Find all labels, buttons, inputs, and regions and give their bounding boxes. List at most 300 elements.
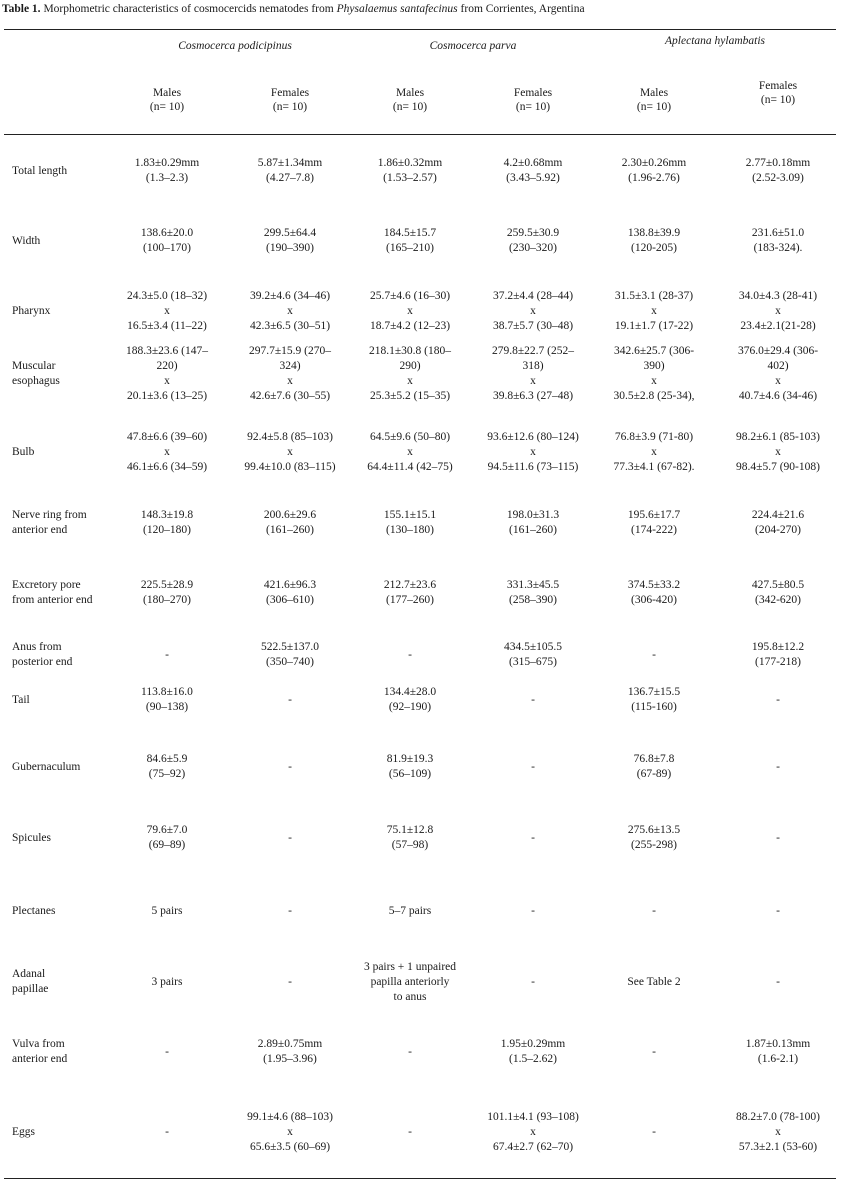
sex-header	[122, 86, 212, 114]
cell-line: (n= 10)	[392, 101, 428, 113]
table-cell	[240, 344, 340, 404]
cell-line: 138.8±39.9	[627, 227, 681, 239]
cell-line: -	[288, 760, 292, 773]
table-cell	[355, 508, 465, 538]
cell-line: -	[652, 648, 656, 661]
cell-line: x	[775, 304, 781, 317]
cell-line: papilla anteriorly	[370, 975, 450, 988]
row-label	[12, 359, 112, 389]
table-cell	[122, 975, 212, 990]
cell-line: Females	[270, 87, 310, 99]
cell-line: 99.1±4.6 (88–103)	[247, 1110, 333, 1123]
table-cell	[478, 156, 588, 186]
table-cell	[122, 823, 212, 853]
cell-line: 184.5±15.7	[383, 227, 437, 239]
table-cell	[478, 975, 588, 990]
table-cell	[240, 578, 340, 608]
cell-line: 77.3±4.1 (67-82).	[613, 460, 695, 473]
cell-line: (n= 10)	[636, 101, 672, 113]
table-cell	[355, 685, 465, 715]
table-cell	[478, 289, 588, 334]
cell-line: Males	[395, 87, 425, 99]
table-cell	[355, 344, 465, 404]
cell-line: Adanal	[12, 968, 46, 980]
cell-line: (255-298)	[631, 839, 677, 851]
cell-line: (161–260)	[509, 524, 557, 536]
cell-line: (n= 10)	[760, 94, 796, 106]
cell-line: 30.5±2.8 (25-34),	[613, 390, 695, 402]
cell-line: (92–190)	[388, 701, 432, 713]
cell-line: (174-222)	[631, 524, 677, 536]
cell-line: 138.6±20.0	[140, 227, 194, 239]
cell-line: to anus	[393, 990, 427, 1003]
cell-line: 188.3±23.6 (147–	[125, 345, 209, 357]
table-cell	[355, 156, 465, 186]
cell-line: (1.96-2.76)	[628, 172, 680, 184]
cell-line: x	[164, 304, 170, 317]
row-label	[12, 1037, 112, 1067]
table-cell	[478, 1110, 588, 1155]
row-label	[12, 445, 112, 460]
cell-line: x	[775, 375, 781, 387]
table-cell	[122, 752, 212, 782]
table-caption-host: Physalaemus santafecinus	[336, 3, 458, 15]
table-cell	[355, 648, 465, 663]
cell-line: 76.8±3.9 (71-80)	[614, 430, 694, 443]
cell-line: Plectanes	[12, 904, 56, 917]
cell-line: (230–320)	[509, 242, 557, 254]
cell-line: (2.52-3.09)	[752, 172, 804, 184]
cell-line: x	[651, 445, 657, 458]
table-cell	[720, 156, 836, 186]
cell-line: x	[651, 304, 657, 317]
cell-line: 24.3±5.0 (18–32)	[126, 289, 208, 302]
cell-line: (130–180)	[386, 524, 434, 536]
table-cell	[122, 1125, 212, 1140]
table-cell	[598, 975, 710, 990]
cell-line: Females	[513, 87, 553, 99]
cell-line: -	[652, 1045, 656, 1058]
table-cell	[122, 289, 212, 334]
table-cell	[122, 1045, 212, 1060]
cell-line: papillae	[12, 983, 49, 995]
row-label	[12, 578, 112, 608]
cell-line: Females	[758, 80, 798, 92]
cell-line: 324)	[279, 360, 301, 372]
cell-line: x	[651, 375, 657, 387]
table-cell	[240, 760, 340, 775]
cell-line: (67-89)	[636, 768, 672, 780]
cell-line: 38.7±5.7 (30–48)	[492, 319, 574, 332]
cell-line: anterior end	[12, 1053, 68, 1065]
cell-line: 195.8±12.2	[751, 641, 805, 653]
row-label	[12, 831, 112, 846]
cell-line: (1.53–2.57)	[383, 172, 437, 184]
table-cell	[240, 1110, 340, 1155]
table-cell	[122, 226, 212, 256]
table-cell	[598, 289, 710, 334]
table-cell	[240, 640, 340, 670]
cell-line: 198.0±31.3	[506, 509, 560, 521]
cell-line: 81.9±19.3	[386, 753, 434, 765]
cell-line: 195.6±17.7	[627, 509, 681, 521]
cell-line: 88.2±7.0 (78-100)	[736, 1110, 820, 1123]
cell-line: -	[165, 1125, 169, 1138]
cell-line: 25.3±5.2 (15–35)	[369, 390, 451, 402]
cell-line: 5–7 pairs	[388, 904, 432, 917]
table-cell	[122, 685, 212, 715]
cell-line: -	[531, 831, 535, 844]
table-cell	[720, 975, 836, 990]
cell-line: Spicules	[12, 831, 51, 844]
cell-line: (342-620)	[755, 594, 801, 606]
cell-line: Excretory pore	[12, 579, 81, 591]
table-cell	[355, 823, 465, 853]
cell-line: 92.4±5.8 (85–103)	[247, 430, 333, 443]
cell-line: (177–260)	[386, 594, 434, 606]
cell-line: -	[408, 1045, 412, 1058]
table-cell	[598, 752, 710, 782]
cell-line: 75.1±12.8	[386, 824, 434, 836]
cell-line: 218.1±30.8 (180–	[368, 345, 452, 357]
sex-header	[478, 86, 588, 114]
cell-line: 136.7±15.5	[627, 686, 681, 698]
cell-line: 297.7±15.9 (270–	[248, 345, 332, 357]
cell-line: Vulva from	[12, 1038, 65, 1050]
table-cell	[240, 226, 340, 256]
table-cell	[478, 430, 588, 475]
cell-line: 342.6±25.7 (306-	[613, 345, 695, 357]
table-cell	[240, 904, 340, 919]
cell-line: (204-270)	[755, 524, 801, 536]
sex-header	[355, 86, 465, 114]
table-cell	[598, 430, 710, 475]
cell-line: anterior end	[12, 524, 68, 536]
cell-line: (120–180)	[143, 524, 191, 536]
table-cell	[478, 344, 588, 404]
cell-line: -	[531, 904, 535, 917]
cell-line: 76.8±7.8	[633, 753, 675, 765]
table-cell	[720, 508, 836, 538]
table-bottom-rule	[4, 1178, 836, 1179]
table-cell	[240, 508, 340, 538]
cell-line: 275.6±13.5	[627, 824, 681, 836]
table-cell	[240, 430, 340, 475]
table-caption	[2, 3, 585, 15]
cell-line: 113.8±16.0	[141, 686, 193, 698]
table-cell	[355, 904, 465, 919]
cell-line: Males	[152, 87, 182, 99]
cell-line: 84.6±5.9	[146, 753, 188, 765]
cell-line: -	[288, 693, 292, 706]
cell-line: Eggs	[12, 1125, 35, 1138]
cell-line: 16.5±3.4 (11–22)	[127, 319, 207, 332]
cell-line: 42.6±7.6 (30–55)	[249, 390, 331, 402]
cell-line: 20.1±3.6 (13–25)	[126, 390, 208, 402]
cell-line: Bulb	[12, 445, 35, 458]
cell-line: -	[408, 1125, 412, 1138]
table-cell	[240, 975, 340, 990]
table-cell	[720, 831, 836, 846]
cell-line: 57.3±2.1 (53-60)	[738, 1140, 818, 1153]
table-cell	[478, 831, 588, 846]
cell-line: x	[287, 304, 293, 317]
cell-line: posterior end	[12, 656, 73, 668]
table-cell	[598, 685, 710, 715]
table-cell	[478, 640, 588, 670]
row-label	[12, 760, 112, 775]
cell-line: See Table 2	[627, 975, 681, 988]
cell-line: -	[288, 975, 292, 988]
cell-line: 220)	[156, 360, 178, 372]
table-cell	[355, 430, 465, 475]
table-cell	[355, 1045, 465, 1060]
cell-line: 79.6±7.0	[146, 824, 188, 836]
cell-line: x	[530, 304, 536, 317]
cell-line: -	[776, 693, 780, 706]
cell-line: 94.5±11.6 (73–115)	[487, 460, 579, 473]
cell-line: 31.5±3.1 (28-37)	[614, 289, 694, 302]
cell-line: (120-205)	[631, 242, 677, 254]
cell-line: (306–610)	[266, 594, 314, 606]
cell-line: 231.6±51.0	[751, 227, 805, 239]
sex-header	[598, 86, 710, 114]
cell-line: 40.7±4.6 (34-46)	[738, 390, 818, 402]
table-cell	[355, 226, 465, 256]
species-header-aplectana-hylambatis: Aplectana hylambatis	[665, 35, 765, 47]
cell-line: -	[288, 904, 292, 917]
table-cell	[240, 1037, 340, 1067]
cell-line: 331.3±45.5	[506, 579, 560, 591]
table-cell	[122, 156, 212, 186]
cell-line: 200.6±29.6	[263, 509, 317, 521]
cell-line: 5.87±1.34mm	[257, 157, 323, 169]
cell-line: 99.4±10.0 (83–115)	[244, 460, 336, 473]
cell-line: (165–210)	[386, 242, 434, 254]
cell-line: -	[165, 1045, 169, 1058]
cell-line: 23.4±2.1(21-28)	[740, 319, 816, 332]
cell-line: 134.4±28.0	[383, 686, 437, 698]
table-cell	[478, 904, 588, 919]
row-label	[12, 164, 112, 179]
cell-line: 259.5±30.9	[506, 227, 560, 239]
row-label	[12, 508, 112, 538]
cell-line: x	[530, 1125, 536, 1138]
species-header-cosmocerca-parva: Cosmocerca parva	[429, 40, 517, 52]
table-cell	[355, 752, 465, 782]
table-cell	[598, 1045, 710, 1060]
cell-line: -	[531, 693, 535, 706]
cell-line: x	[530, 445, 536, 458]
table-cell	[122, 508, 212, 538]
cell-line: x	[407, 445, 413, 458]
cell-line: (350–740)	[266, 656, 314, 668]
cell-line: 2.30±0.26mm	[621, 157, 687, 169]
table-cell	[720, 760, 836, 775]
cell-line: Anus from	[12, 641, 62, 653]
cell-line: 155.1±15.1	[383, 509, 437, 521]
table-top-rule	[4, 29, 836, 30]
cell-line: (56–109)	[388, 768, 432, 780]
row-label	[12, 1125, 112, 1140]
table-cell	[122, 648, 212, 663]
cell-line: 65.6±3.5 (60–69)	[249, 1140, 331, 1153]
cell-line: (161–260)	[266, 524, 314, 536]
cell-line: (1.3–2.3)	[145, 172, 189, 184]
cell-line: (258–390)	[509, 594, 557, 606]
cell-line: 5 pairs	[151, 904, 183, 917]
table-cell	[598, 508, 710, 538]
cell-line: x	[287, 1125, 293, 1138]
cell-line: (183-324).	[753, 242, 803, 254]
cell-line: (69–89)	[148, 839, 186, 851]
cell-line: -	[531, 975, 535, 988]
cell-line: x	[775, 445, 781, 458]
cell-line: 39.8±6.3 (27–48)	[492, 390, 574, 402]
table-cell	[598, 226, 710, 256]
cell-line: 1.95±0.29mm	[500, 1038, 566, 1050]
cell-line: 37.2±4.4 (28–44)	[492, 289, 574, 302]
table-cell	[122, 904, 212, 919]
header-bottom-rule	[4, 134, 836, 135]
cell-line: x	[407, 304, 413, 317]
cell-line: (100–170)	[143, 242, 191, 254]
cell-line: -	[408, 648, 412, 661]
cell-line: 64.5±9.6 (50–80)	[369, 430, 451, 443]
table-cell	[355, 960, 465, 1005]
cell-line: 2.89±0.75mm	[257, 1038, 323, 1050]
cell-line: -	[652, 1125, 656, 1138]
cell-line: 98.4±5.7 (90-108)	[736, 460, 820, 473]
table-cell	[478, 1037, 588, 1067]
cell-line: 42.3±6.5 (30–51)	[249, 319, 331, 332]
cell-line: -	[776, 831, 780, 844]
cell-line: 3 pairs	[151, 975, 183, 988]
table-cell	[478, 693, 588, 708]
cell-line: 299.5±64.4	[263, 227, 317, 239]
sex-header	[720, 79, 836, 107]
table-cell	[720, 578, 836, 608]
cell-line: 402)	[767, 360, 789, 372]
cell-line: (1.6-2.1)	[757, 1053, 799, 1065]
cell-line: x	[164, 375, 170, 387]
table-cell	[598, 823, 710, 853]
cell-line: 318)	[522, 360, 544, 372]
cell-line: (190–390)	[266, 242, 314, 254]
cell-line: 1.87±0.13mm	[745, 1038, 811, 1050]
table-cell	[720, 226, 836, 256]
cell-line: (115-160)	[631, 701, 677, 713]
cell-line: Tail	[12, 693, 30, 706]
cell-line: -	[776, 975, 780, 988]
cell-line: 4.2±0.68mm	[503, 157, 563, 169]
table-cell	[720, 289, 836, 334]
row-label	[12, 304, 112, 319]
cell-line: (315–675)	[509, 656, 557, 668]
cell-line: Males	[639, 87, 669, 99]
cell-line: -	[652, 904, 656, 917]
cell-line: (3.43–5.92)	[506, 172, 560, 184]
cell-line: 374.5±33.2	[627, 579, 681, 591]
cell-line: 34.0±4.3 (28-41)	[738, 289, 818, 302]
table-cell	[598, 648, 710, 663]
cell-line: Total length	[12, 164, 68, 177]
cell-line: (4.27–7.8)	[266, 172, 314, 184]
table-cell	[122, 344, 212, 404]
table-cell	[240, 831, 340, 846]
cell-line: 224.4±21.6	[751, 509, 805, 521]
row-label	[12, 234, 112, 249]
table-cell	[478, 508, 588, 538]
cell-line: (57–98)	[391, 839, 429, 851]
row-label	[12, 904, 112, 919]
cell-line: 279.8±22.7 (252–	[491, 345, 575, 357]
table-cell	[355, 1125, 465, 1140]
table-cell	[122, 430, 212, 475]
cell-line: 18.7±4.2 (12–23)	[369, 319, 451, 332]
cell-line: 427.5±80.5	[751, 579, 805, 591]
cell-line: 2.77±0.18mm	[745, 157, 811, 169]
cell-line: 1.83±0.29mm	[134, 157, 200, 169]
sex-header	[240, 86, 340, 114]
cell-line: x	[775, 1125, 781, 1138]
table-cell	[720, 904, 836, 919]
cell-line: 25.7±4.6 (16–30)	[369, 289, 451, 302]
table-caption-text: Morphometric characteristics of cosmocercids nematodes from	[40, 3, 337, 15]
cell-line: 390)	[643, 360, 665, 372]
cell-line: Gubernaculum	[12, 760, 81, 773]
cell-line: from anterior end	[12, 594, 93, 606]
cell-line: 148.3±19.8	[140, 509, 194, 521]
cell-line: -	[776, 760, 780, 773]
cell-line: esophagus	[12, 375, 60, 387]
cell-line: 93.6±12.6 (80–124)	[487, 430, 579, 443]
cell-line: 101.1±4.1 (93–108)	[487, 1110, 579, 1123]
cell-line: 434.5±105.5	[503, 641, 563, 653]
cell-line: (n= 10)	[149, 101, 185, 113]
cell-line: (1.95–3.96)	[263, 1053, 317, 1065]
table-cell	[355, 289, 465, 334]
cell-line: 47.8±6.6 (39–60)	[126, 430, 208, 443]
table-caption-text-end: from Corrientes, Argentina	[457, 3, 585, 15]
table-cell	[598, 344, 710, 404]
table-cell	[720, 640, 836, 670]
cell-line: -	[531, 760, 535, 773]
table-cell	[478, 760, 588, 775]
cell-line: x	[287, 375, 293, 387]
row-label	[12, 640, 112, 670]
cell-line: 225.5±28.9	[140, 579, 194, 591]
cell-line: x	[407, 375, 413, 387]
table-caption-label: Table 1.	[2, 3, 41, 15]
cell-line: 3 pairs + 1 unpaired	[363, 960, 457, 973]
cell-line: (n= 10)	[515, 101, 551, 113]
cell-line: Width	[12, 234, 41, 247]
table-cell	[720, 1037, 836, 1067]
table-cell	[240, 156, 340, 186]
cell-line: (1.5–2.62)	[509, 1053, 557, 1065]
table-cell	[720, 693, 836, 708]
cell-line: (n= 10)	[272, 101, 308, 113]
cell-line: -	[776, 904, 780, 917]
table-cell	[240, 289, 340, 334]
cell-line: Pharynx	[12, 304, 51, 317]
cell-line: 290)	[399, 360, 421, 372]
cell-line: (177-218)	[755, 656, 801, 668]
cell-line: x	[287, 445, 293, 458]
table-cell	[598, 156, 710, 186]
cell-line: 421.6±96.3	[263, 579, 317, 591]
